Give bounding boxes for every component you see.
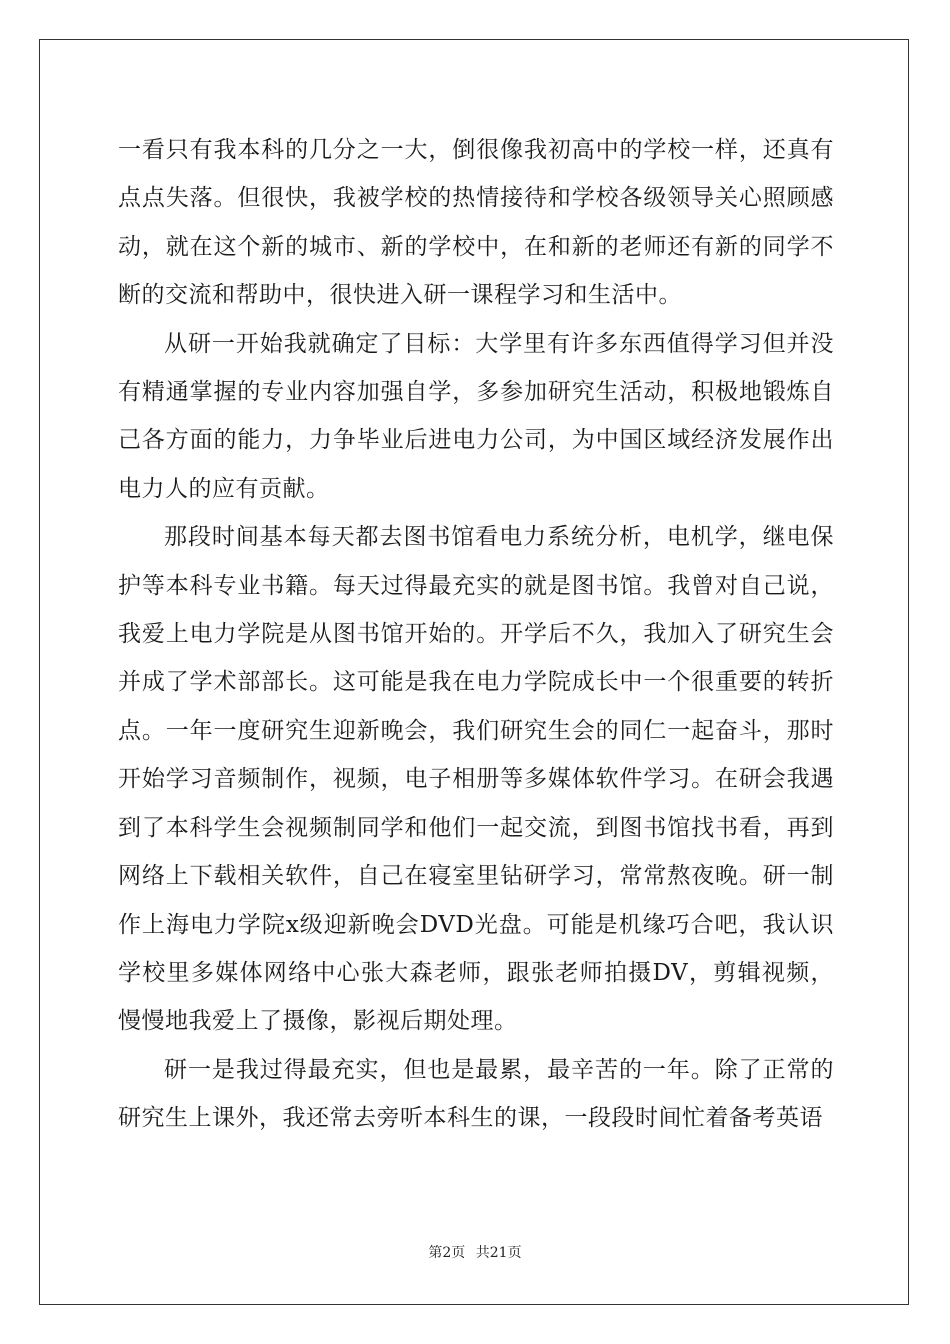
paragraph-2: 从研一开始我就确定了目标：大学里有许多东西值得学习但并没有精通掌握的专业内容加强自学，多参加研究生活动，积极地锻炼自己各方面的能力，力争毕业后进电力公司，为中国区域经济发展作出电力人的应有贡献。	[118, 330, 834, 502]
paragraph-3: 那段时间基本每天都去图书馆看电力系统分析，电机学，继电保护等本科专业书籍。每天过得最充实的就是图书馆。我曾对自己说，我爱上电力学院是从图书馆开始的。开学后不久，我加入了研究生会并成了学术部部长。这可能是我在电力学院成长中一个很重要的转折点。一年一度研究生迎新晚会，我们研究生会的同仁一起奋斗，那时开始学习音频制作，视频，电子相册等多媒体软件学习。在研会我遇到了本科学生会视频制同学和他们一起交流，到图书馆找书看，再到网络上下载相关软件，自己在寝室里钻研学习，常常熬夜晚。研一制作上海电力学院x级迎新晚会DVD光盘。可能是机缘巧合吧，我认识学校里多媒体网络中心张大森老师，跟张老师拍摄DV，剪辑视频，慢慢地我爱上了摄像，影视后期处理。	[118, 524, 834, 1035]
page-footer	[0, 1242, 950, 1262]
document-body	[118, 126, 834, 1143]
page-number: 第2页	[428, 1245, 466, 1261]
paragraph-4: 研一是我过得最充实，但也是最累，最辛苦的一年。除了正常的研究生上课外，我还常去旁听本科生的课，一段段时间忙着备考英语	[118, 1056, 834, 1132]
page-total: 共21页	[475, 1245, 522, 1261]
paragraph-1: 一看只有我本科的几分之一大，倒很像我初高中的学校一样，还真有点点失落。但很快，我被学校的热情接待和学校各级领导关心照顾感动，就在这个新的城市、新的学校中，在和新的老师还有新的同学不断的交流和帮助中，很快进入研一课程学习和生活中。	[118, 137, 834, 309]
